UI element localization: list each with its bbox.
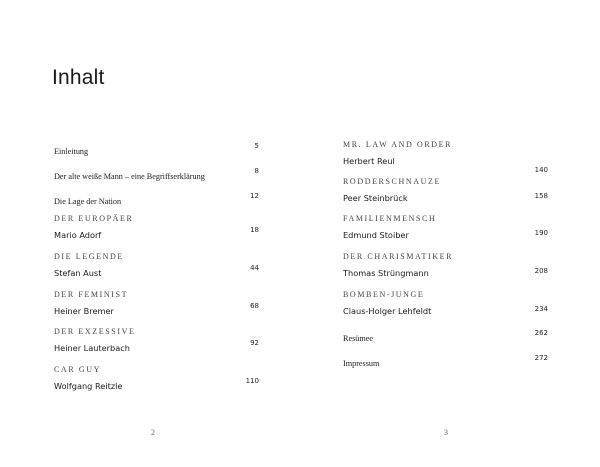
toc-page-number: 272 [534,354,548,362]
toc-entry-title: Herbert Reul [343,156,395,166]
toc-entry-title: Einleitung [54,147,89,156]
toc-entry-title: Thomas Strüngmann [343,268,429,278]
toc-entry[interactable] [54,214,259,240]
toc-page-number: 44 [250,264,259,272]
toc-page-number: 8 [254,167,259,175]
toc-category: FAMILIENMENSCH [343,214,437,223]
toc-entry[interactable] [54,139,259,156]
page-number-left: 2 [151,428,155,437]
toc-page-number: 234 [534,305,548,313]
toc-entry[interactable] [343,214,548,240]
toc-page-number: 92 [250,339,259,347]
toc-entry-title: Claus-Holger Lehfeldt [343,306,432,316]
toc-page-number: 262 [534,329,548,337]
page-number-right: 3 [444,428,448,437]
toc-category: BOMBEN-JUNGE [343,290,425,299]
toc-category: DIE LEGENDE [54,252,124,261]
toc-entry[interactable] [54,189,259,206]
toc-category: CAR GUY [54,365,101,374]
toc-page-number: 12 [250,192,259,200]
toc-page-number: 110 [245,377,259,385]
toc-entry-title: Impressum [343,359,380,368]
toc-page-number: 140 [534,166,548,174]
toc-entry[interactable] [343,252,548,278]
toc-page-number: 5 [254,142,259,150]
toc-page-number: 208 [534,267,548,275]
toc-page-number: 18 [250,226,259,234]
toc-entry[interactable] [54,365,259,391]
toc-category: MR. LAW AND ORDER [343,140,453,149]
toc-category: DER EXZESSIVE [54,327,136,336]
toc-entry-title: Wolfgang Reitzle [54,381,123,391]
toc-category: DER CHARISMATIKER [343,252,454,261]
toc-entry[interactable] [343,290,548,316]
toc-entry[interactable] [343,351,548,368]
toc-entry[interactable] [54,252,259,278]
toc-page-number: 68 [250,302,259,310]
toc-entry-title: Heiner Lauterbach [54,343,130,353]
toc-entry[interactable] [54,327,259,353]
toc-entry-title: Mario Adorf [54,230,102,240]
toc-entry-title: Die Lage der Nation [54,197,122,206]
toc-category: RODDERSCHNAUZE [343,177,441,186]
toc-category: DER FEMINIST [54,290,129,299]
toc-entry-title: Peer Steinbrück [343,193,408,203]
toc-entry-title: Stefan Aust [54,268,102,278]
toc-entry-title: Edmund Stoiber [343,230,409,240]
toc-entry[interactable] [54,164,259,181]
toc-entry-title: Der alte weiße Mann – eine Begriffserklärung [54,172,205,181]
toc-entry[interactable] [343,326,548,343]
toc-entry[interactable] [54,290,259,316]
toc-page-number: 190 [534,229,548,237]
toc-entry-title: Heiner Bremer [54,306,114,316]
toc-entry[interactable] [343,177,548,203]
toc-page-number: 158 [534,192,548,200]
toc-entry[interactable] [343,140,548,177]
page-title: Inhalt [52,66,105,89]
toc-entry-title: Resümee [343,334,374,343]
toc-category: DER EUROPÄER [54,214,134,223]
